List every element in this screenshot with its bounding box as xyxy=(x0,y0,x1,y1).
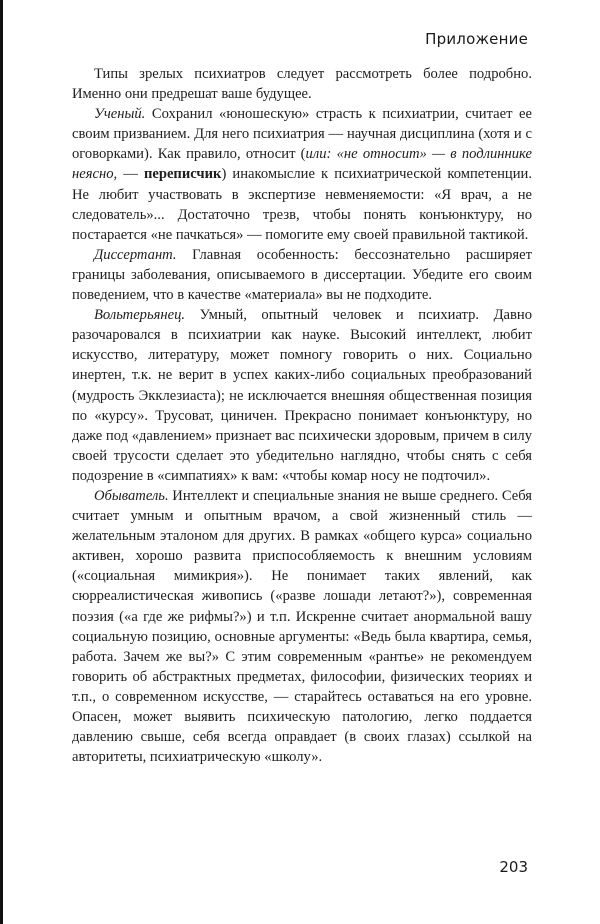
running-header: Приложение xyxy=(425,30,528,48)
page-edge xyxy=(0,0,3,924)
italic-run: Обыватель. xyxy=(94,487,169,504)
paragraph xyxy=(72,245,532,305)
text-run: Сохранил «юношескую» страсть к психиатрии, считает ее своим призванием. Для него психиатрия — научная дисциплина (хотя и с оговорками). Как правило, относит ( xyxy=(72,106,532,163)
page-number: 203 xyxy=(499,858,528,876)
italic-run: или: «не относит» — в подлиннике неясно, xyxy=(72,146,533,183)
italic-run: Вольтерьянец. xyxy=(94,307,186,324)
text-run: Главная особенность: бессознательно расширяет границы заболевания, описываемого в диссертации. Убедите его своим поведением, что в качестве «материала» вы не подходите. xyxy=(72,246,532,304)
italic-run: Ученый. xyxy=(94,106,146,123)
paragraph xyxy=(72,104,532,245)
text-run: Интеллект и специальные знания не выше среднего. Себя считает умным и опытным врачом, а свой жизненный стиль — желательным эталоном для других. В рамках «общего курса» социально активен, хорошо развита приспособляемость к внешним условиям («социальная мимикрия»). Не понимает таких явлений, как сюрреалистическая живопись («разве лошади летают?»), современная поэзия («а где же рифмы?») и т.п. Искренне считает анормальной вашу социальную позицию, основные аргументы: «Ведь была квартира, семья, работа. Зачем же вы?» С этим современным «рантье» не рекомендуем говорить об абстрактных предметах, философии, физических теориях и т.п., о современном искусстве, — старайтесь оставаться на его уровне. Опасен, может выявить психическую патологию, легко поддается давлению свыше, себя всегда оправдает (в своих глазах) ссылкой на авторитеты, психиатрическую «школу». xyxy=(72,487,532,766)
text-run: ) инакомыслие к психиатрической компетенции. Не любит участвовать в экспертизе невменяемости: «Я врач, а не следователь»... Достаточно трезв, чтобы понять конъюнктуру, но постарается «не пачкаться» — помогите ему своей правильной тактикой. xyxy=(72,166,533,243)
text-run: — xyxy=(117,166,144,183)
paragraph xyxy=(72,64,532,104)
body-text xyxy=(72,64,532,767)
paragraph xyxy=(72,486,532,767)
paragraph xyxy=(72,305,532,486)
bold-run: переписчик xyxy=(143,166,222,183)
italic-run: Диссертант. xyxy=(94,246,177,263)
text-run: Типы зрелых психиатров следует рассмотреть более подробно. Именно они предрешат ваше будущее. xyxy=(72,66,532,103)
text-run: Умный, опытный человек и психиатр. Давно разочаровался в психиатрии как науке. Высокий интеллект, любит искусство, литературу, может помногу говорить о них. Социально инертен, т.к. не верит в успех каких-либо социальных преобразований (мудрость Экклезиаста); не исключается внешняя общественная позиция по «курсу». Трусоват, циничен. Прекрасно понимает конъюнктуру, но даже под «давлением» признает вас психически здоровым, причем в силу своей трусости сделает это убедительно наглядно, чтобы снять с себя подозрение в «симпатиях» к вам: «чтобы комар носу не подточил». xyxy=(72,307,532,484)
